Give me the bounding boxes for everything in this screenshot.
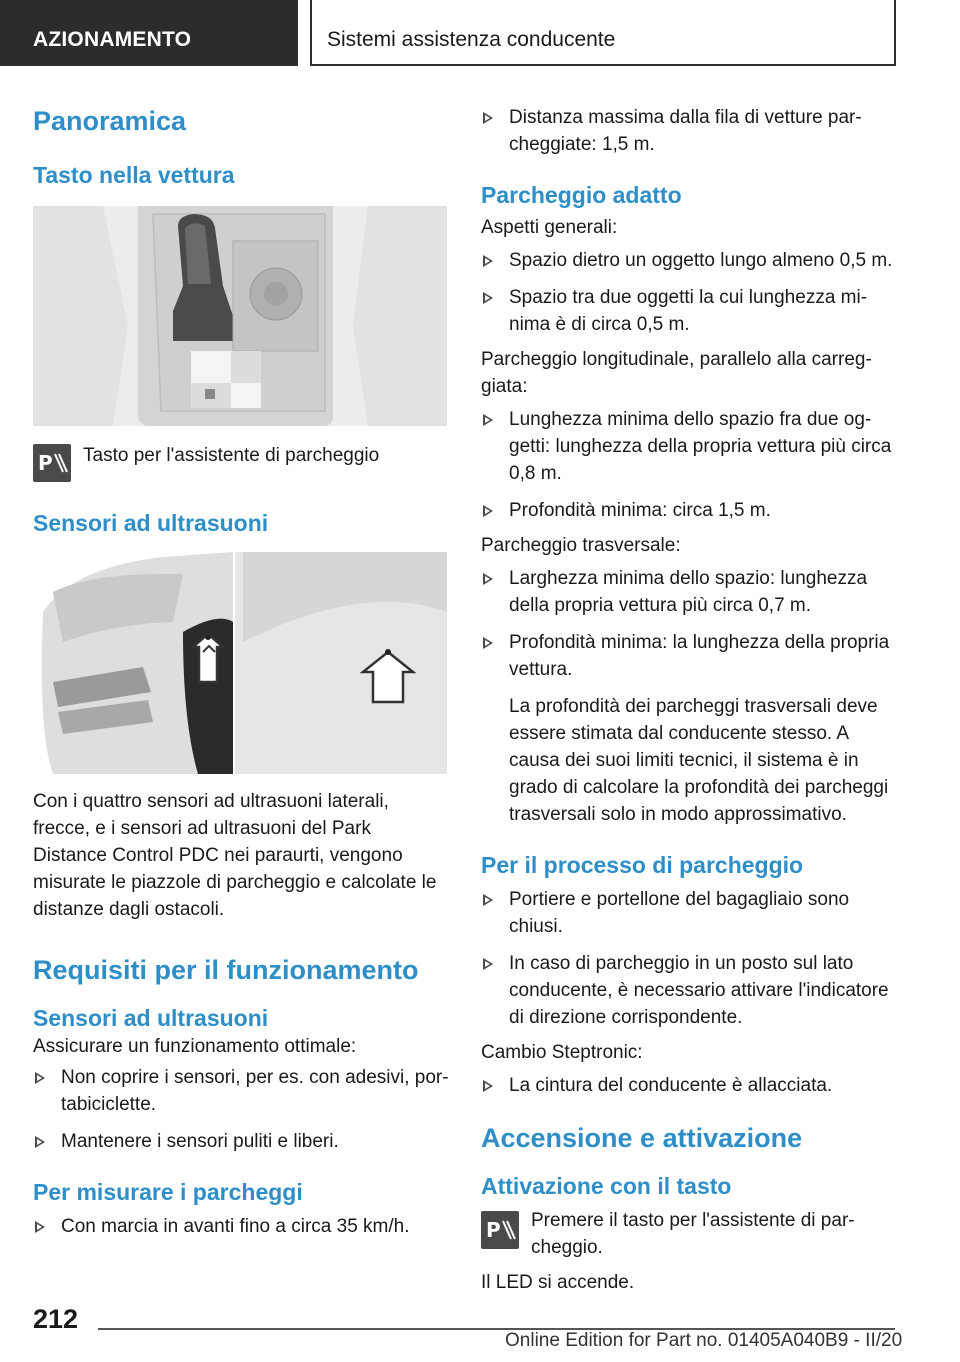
right-column (481, 104, 897, 1296)
svg-text:P: P (38, 451, 53, 475)
list-item: Con marcia in avanti fino a circa 35 km/h. (33, 1213, 449, 1240)
trasversale-note: La profondità dei parcheggi trasversali deve essere stimata dal conducente stesso. A causa dei suoi limiti tecnici, il sistema è in grado di calcolare la profondità dei parcheggi trasversali solo in modo approssimativo. (509, 696, 889, 825)
list-item: In caso di parcheggio in un posto sul lato conducente, è necessario attivare l'indicatore di direzione corrispondente. (481, 950, 897, 1031)
parking-assist-icon (481, 1211, 519, 1249)
triangle-bullet-icon (483, 414, 493, 426)
list-item: Spazio dietro un oggetto lungo almeno 0,5 m. (481, 247, 897, 274)
trasversale-bullets (481, 565, 897, 683)
triangle-bullet-icon (483, 505, 493, 517)
led-text: Il LED si accende. (481, 1272, 635, 1293)
section-title: AZIONAMENTO (0, 0, 298, 66)
console-illustration (33, 206, 447, 426)
triangle-bullet-icon (483, 255, 493, 267)
list-item: Spazio tra due oggetti la cui lunghezza minima è di circa 0,5 m. (481, 284, 897, 338)
processo-bullets (481, 886, 897, 1031)
misurare-bullets (33, 1213, 449, 1240)
aspetti-text: Aspetti generali: (481, 217, 618, 238)
heading-misurare: Per misurare i parcheggi (33, 1179, 303, 1205)
console-figure (33, 206, 447, 426)
list-item: Profondità minima: circa 1,5 m. (481, 497, 897, 524)
distance-bullets (481, 104, 897, 158)
list-item: Profondità minima: la lunghezza della propria vettura. (481, 629, 897, 683)
heading-tasto: Tasto nella vettura (33, 162, 235, 188)
list-item: Lunghezza minima dello spazio fra due oggetti: lunghezza della propria vettura più circa 0,8 m. (481, 406, 897, 487)
page-number: 212 (33, 1304, 79, 1334)
activation-instruction (481, 1207, 897, 1261)
left-column (33, 100, 449, 1240)
sensor-illustration (33, 552, 447, 774)
page-footer (0, 1290, 960, 1362)
icon-caption-text: Tasto per l'assistente di parcheggio (83, 445, 380, 466)
longitudinale-bullets (481, 406, 897, 524)
list-item: Non coprire i sensori, per es. con adesivi, portabiciclette. (33, 1064, 449, 1118)
parking-button-caption (33, 442, 449, 494)
chapter-title: Sistemi assistenza conducente (310, 0, 896, 66)
steptronic-bullets (481, 1072, 897, 1099)
heading-panoramica: Panoramica (33, 106, 187, 136)
list-item: La cintura del conducente è allacciata. (481, 1072, 897, 1099)
list-item: Portiere e portellone del bagagliaio sono chiusi. (481, 886, 897, 940)
sensori-bullets (33, 1064, 449, 1155)
longitudinale-text: Parcheggio longitudinale, parallelo alla carreggiata: (481, 349, 872, 397)
triangle-bullet-icon (483, 573, 493, 585)
list-item: Mantenere i sensori puliti e liberi. (33, 1128, 449, 1155)
triangle-bullet-icon (483, 894, 493, 906)
heading-processo: Per il processo di parcheggio (481, 852, 804, 878)
steptronic-text: Cambio Steptronic: (481, 1042, 643, 1063)
parking-assist-icon (33, 444, 71, 482)
page-header (0, 0, 960, 66)
heading-sensori: Sensori ad ultrasuoni (33, 510, 269, 536)
triangle-bullet-icon (35, 1136, 45, 1148)
triangle-bullet-icon (483, 112, 493, 124)
triangle-bullet-icon (483, 292, 493, 304)
triangle-bullet-icon (483, 637, 493, 649)
heading-attivazione: Attivazione con il tasto (481, 1173, 732, 1199)
sensor-figure (33, 552, 447, 774)
sensori-paragraph: Con i quattro sensori ad ultrasuoni laterali, frecce, e i sensori ad ultrasuoni del Park Distance Control PDC nei paraurti, vengono misurate le piazzole di parcheggio e calcolate le distanze dagli ostacoli. (33, 791, 437, 920)
edition-text: Online Edition for Part no. 01405A040B9 - II/20 (505, 1330, 903, 1351)
triangle-bullet-icon (483, 958, 493, 970)
triangle-bullet-icon (35, 1221, 45, 1233)
heading-accensione: Accensione e attivazione (481, 1123, 803, 1153)
trasversale-text: Parcheggio trasversale: (481, 535, 681, 556)
svg-text:P: P (486, 1218, 501, 1242)
triangle-bullet-icon (483, 1080, 493, 1092)
heading-adatto: Parcheggio adatto (481, 182, 682, 208)
heading-requisiti: Requisiti per il funzionamento (33, 955, 419, 985)
assicurare-text: Assicurare un funzionamento ottimale: (33, 1036, 357, 1057)
heading-sensori-req: Sensori ad ultrasuoni (33, 1005, 269, 1031)
activation-text: Premere il tasto per l'assistente di parcheggio. (531, 1210, 855, 1258)
triangle-bullet-icon (35, 1072, 45, 1084)
list-item: Distanza massima dalla fila di vetture parcheggiate: 1,5 m. (481, 104, 897, 158)
aspetti-bullets (481, 247, 897, 338)
list-item: Larghezza minima dello spazio: lunghezza della propria vettura più circa 0,7 m. (481, 565, 897, 619)
